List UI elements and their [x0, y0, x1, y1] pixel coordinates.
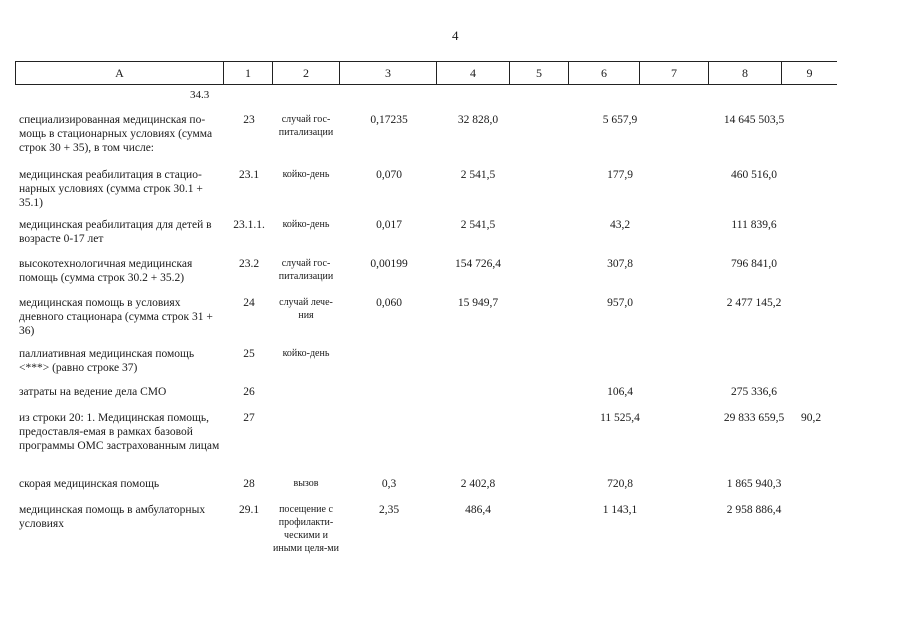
unit-of-measure: койко-день: [282, 348, 330, 359]
header-col-6: 6: [569, 62, 640, 85]
row-number: 24: [243, 297, 255, 309]
cell-col-9: 90,2: [800, 412, 822, 424]
header-col-9: 9: [782, 62, 838, 85]
cell-col-8: 29 833 659,5: [723, 412, 785, 424]
cell-col-8: 111 839,6: [731, 219, 777, 231]
cell-col-6: 43,2: [609, 219, 631, 231]
cell-col-3: 0,17235: [370, 114, 408, 126]
cell-col-4: 486,4: [465, 504, 491, 516]
cell-col-8: 2 477 145,2: [726, 297, 782, 309]
cell-col-4: 32 828,0: [457, 114, 499, 126]
cell-col-8: 2 958 886,4: [726, 504, 782, 516]
cell-col-6: 106,4: [607, 386, 633, 398]
row-number: 29.1: [238, 504, 260, 516]
header-col-a: А: [16, 62, 224, 85]
cell-col-6: 5 657,9: [602, 114, 638, 126]
cell-col-6: 11 525,4: [600, 412, 640, 424]
cell-col-8: 275 336,6: [731, 386, 777, 398]
unit-of-measure: койко-день: [282, 219, 330, 230]
row-label: скорая медицинская помощь: [19, 478, 160, 490]
cell-col-4: 154 726,4: [455, 258, 501, 270]
row-label: медицинская помощь в условиях дневного стационара (сумма строк 31 + 36): [19, 297, 213, 337]
unit-of-measure: случай гос-питализации: [278, 114, 334, 138]
header-col-5: 5: [510, 62, 569, 85]
cell-col-3: 0,3: [381, 478, 397, 490]
row-label: медицинская реабилитация в стацио-нарных условиях (сумма строк 30.1 + 35.1): [19, 169, 203, 209]
cell-col-3: 0,060: [376, 297, 402, 309]
cell-col-6: 957,0: [607, 297, 633, 309]
row-number: 28: [243, 478, 255, 490]
row-label: медицинская помощь в амбулаторных условиях: [19, 504, 206, 530]
row-number: 25: [243, 348, 255, 360]
unit-of-measure: случай гос-питализации: [278, 258, 334, 282]
cell-col-6: 177,9: [607, 169, 633, 181]
column-header: [15, 61, 837, 85]
cell-col-8: 796 841,0: [731, 258, 777, 270]
cell-col-8: 14 645 503,5: [723, 114, 785, 126]
cell-col-8: 460 516,0: [731, 169, 777, 181]
unit-of-measure: посещение с профилакти-ческими и иными целя-ми: [273, 504, 339, 554]
cell-col-3: 0,017: [376, 219, 402, 231]
row-label: специализированная медицинская по-мощь в стационарных условиях (сумма строк 30 + 35), в том числе:: [19, 114, 213, 154]
row-label: медицинская реабилитация для детей в возрасте 0-17 лет: [19, 219, 212, 245]
cell-col-4: 2 541,5: [460, 219, 496, 231]
cell-col-6: 720,8: [607, 478, 633, 490]
header-col-7: 7: [640, 62, 709, 85]
cell-col-6: 307,8: [607, 258, 633, 270]
header-col-4: 4: [437, 62, 510, 85]
cell-col-3: 2,35: [378, 504, 400, 516]
cell-col-3: 0,070: [376, 169, 402, 181]
row-number: 23.1.1.: [233, 219, 265, 231]
header-col-3: 3: [340, 62, 437, 85]
unit-of-measure: случай лече-ния: [279, 297, 333, 321]
row-label: паллиативная медицинская помощь <***> (равно строке 37): [19, 348, 195, 374]
subrow-label: 34.3: [190, 89, 210, 101]
row-label: высокотехнологичная медицинская помощь (сумма строк 30.2 + 35.2): [19, 258, 193, 284]
cell-col-8: 1 865 940,3: [726, 478, 782, 490]
cell-col-4: 2 541,5: [460, 169, 496, 181]
row-label: из строки 20: 1. Медицинская помощь, предоставля-емая в рамках базовой программы ОМС застрахованным лицам: [19, 412, 220, 452]
page-number: 4: [452, 28, 459, 43]
row-number: 23.1: [238, 169, 260, 181]
header-col-1: 1: [224, 62, 273, 85]
row-number: 26: [243, 386, 255, 398]
row-number: 23: [243, 114, 255, 126]
unit-of-measure: вызов: [293, 478, 319, 489]
header-col-2: 2: [273, 62, 340, 85]
row-label: затраты на ведение дела СМО: [19, 386, 167, 398]
cell-col-4: 15 949,7: [457, 297, 499, 309]
unit-of-measure: койко-день: [282, 169, 330, 180]
row-number: 27: [243, 412, 255, 424]
cell-col-4: 2 402,8: [460, 478, 496, 490]
cell-col-6: 1 143,1: [602, 504, 638, 516]
header-col-8: 8: [709, 62, 782, 85]
cell-col-3: 0,00199: [370, 258, 408, 270]
row-number: 23.2: [238, 258, 260, 270]
